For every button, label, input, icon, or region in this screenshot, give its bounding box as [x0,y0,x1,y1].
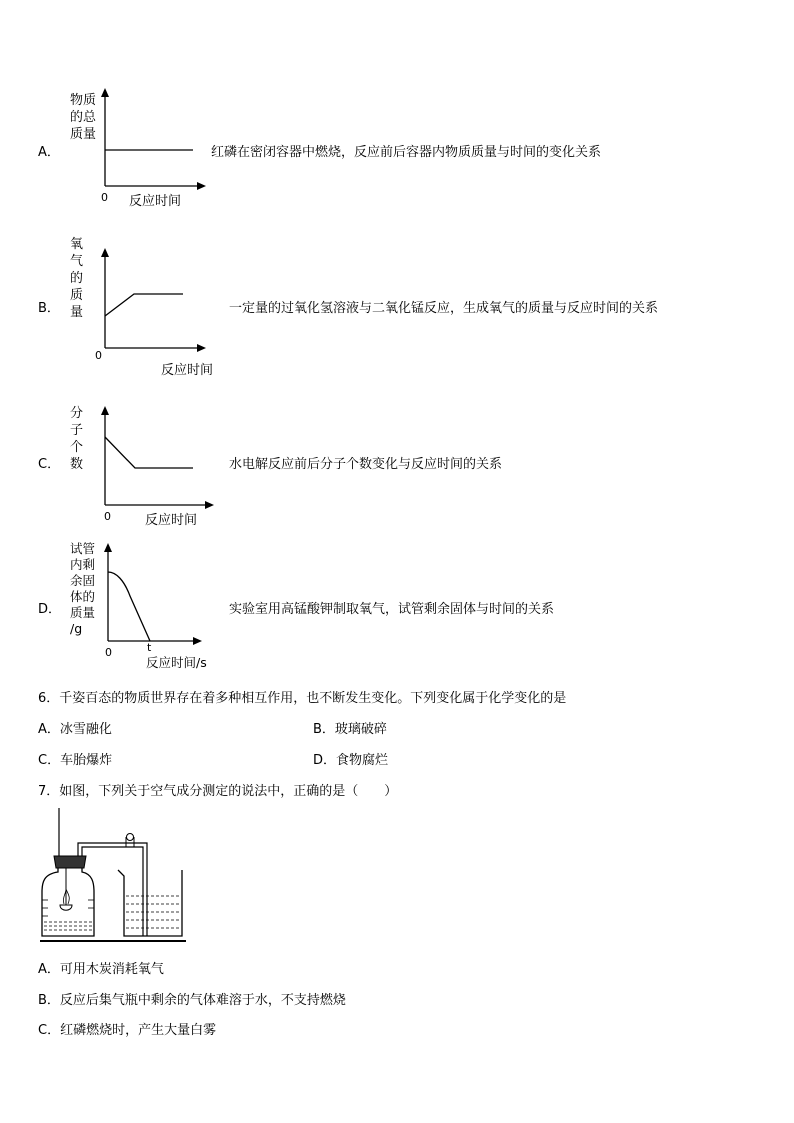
ylabel-line: 数 [70,457,84,472]
question-6-option-b[interactable]: B．玻璃破碎 [313,722,387,737]
ylabel-line: 质 [70,288,84,303]
ylabel-line: 质量 [70,605,96,620]
ylabel-line: 内剩 [70,557,96,572]
ylabel-line: 气 [70,254,84,269]
ylabel-line: 体的 [70,589,96,604]
ylabel-line: 的 [70,271,84,286]
graph-a-xlabel: 反应时间 [129,194,182,209]
ylabel-line: 余固 [70,573,96,588]
question-7-stem: 7．如图，下列关于空气成分测定的说法中，正确的是（ ） [38,784,398,799]
ylabel-line: 分 [70,406,84,421]
graph-b-description: 一定量的过氧化氢溶液与二氧化锰反应，生成氧气的质量与反应时间的关系 [229,301,659,316]
question-6-stem: 6．千姿百态的物质世界存在着多种相互作用，也不断发生变化。下列变化属于化学变化的是 [38,691,567,706]
origin-label: 0 [105,646,112,659]
graph-c-xlabel: 反应时间 [145,513,198,528]
question-6-option-a[interactable]: A．冰雪融化 [38,722,112,737]
graph-c-description: 水电解反应前后分子个数变化与反应时间的关系 [229,457,503,472]
origin-label: 0 [104,510,111,523]
option-letter: B． [38,301,60,316]
question-7-option-b[interactable]: B．反应后集气瓶中剩余的气体难溶于水，不支持燃烧 [38,993,346,1008]
question-7-option-a[interactable]: A．可用木炭消耗氧气 [38,962,164,977]
origin-label: 0 [101,191,108,204]
option-letter: A． [38,145,60,160]
graph-d-t-label: t [147,641,152,654]
question-6-option-c[interactable]: C．车胎爆炸 [38,753,113,768]
ylabel-line: 个 [70,440,84,455]
origin-label: 0 [95,349,102,362]
graph-b-xlabel: 反应时间 [161,363,214,378]
ylabel-line: 质量 [70,127,97,142]
question-6-option-d[interactable]: D．食物腐烂 [313,753,389,768]
question-7-option-c[interactable]: C．红磷燃烧时，产生大量白雾 [38,1023,217,1038]
graph-a-description: 红磷在密闭容器中燃烧，反应前后容器内物质质量与时间的变化关系 [211,145,602,160]
ylabel-line: 试管 [70,541,96,556]
ylabel-line: 物质 [70,93,97,108]
ylabel-line: 的总 [70,110,97,125]
graph-d-xlabel: 反应时间/s [146,655,207,670]
ylabel-line: 子 [70,423,84,438]
graph-d-description: 实验室用高锰酸钾制取氧气，试管剩余固体与时间的关系 [229,602,555,617]
option-letter: C． [38,457,61,472]
ylabel-line: 量 [70,305,84,320]
ylabel-line: /g [70,621,83,636]
option-letter: D． [38,602,62,617]
ylabel-line: 氧 [70,237,84,252]
